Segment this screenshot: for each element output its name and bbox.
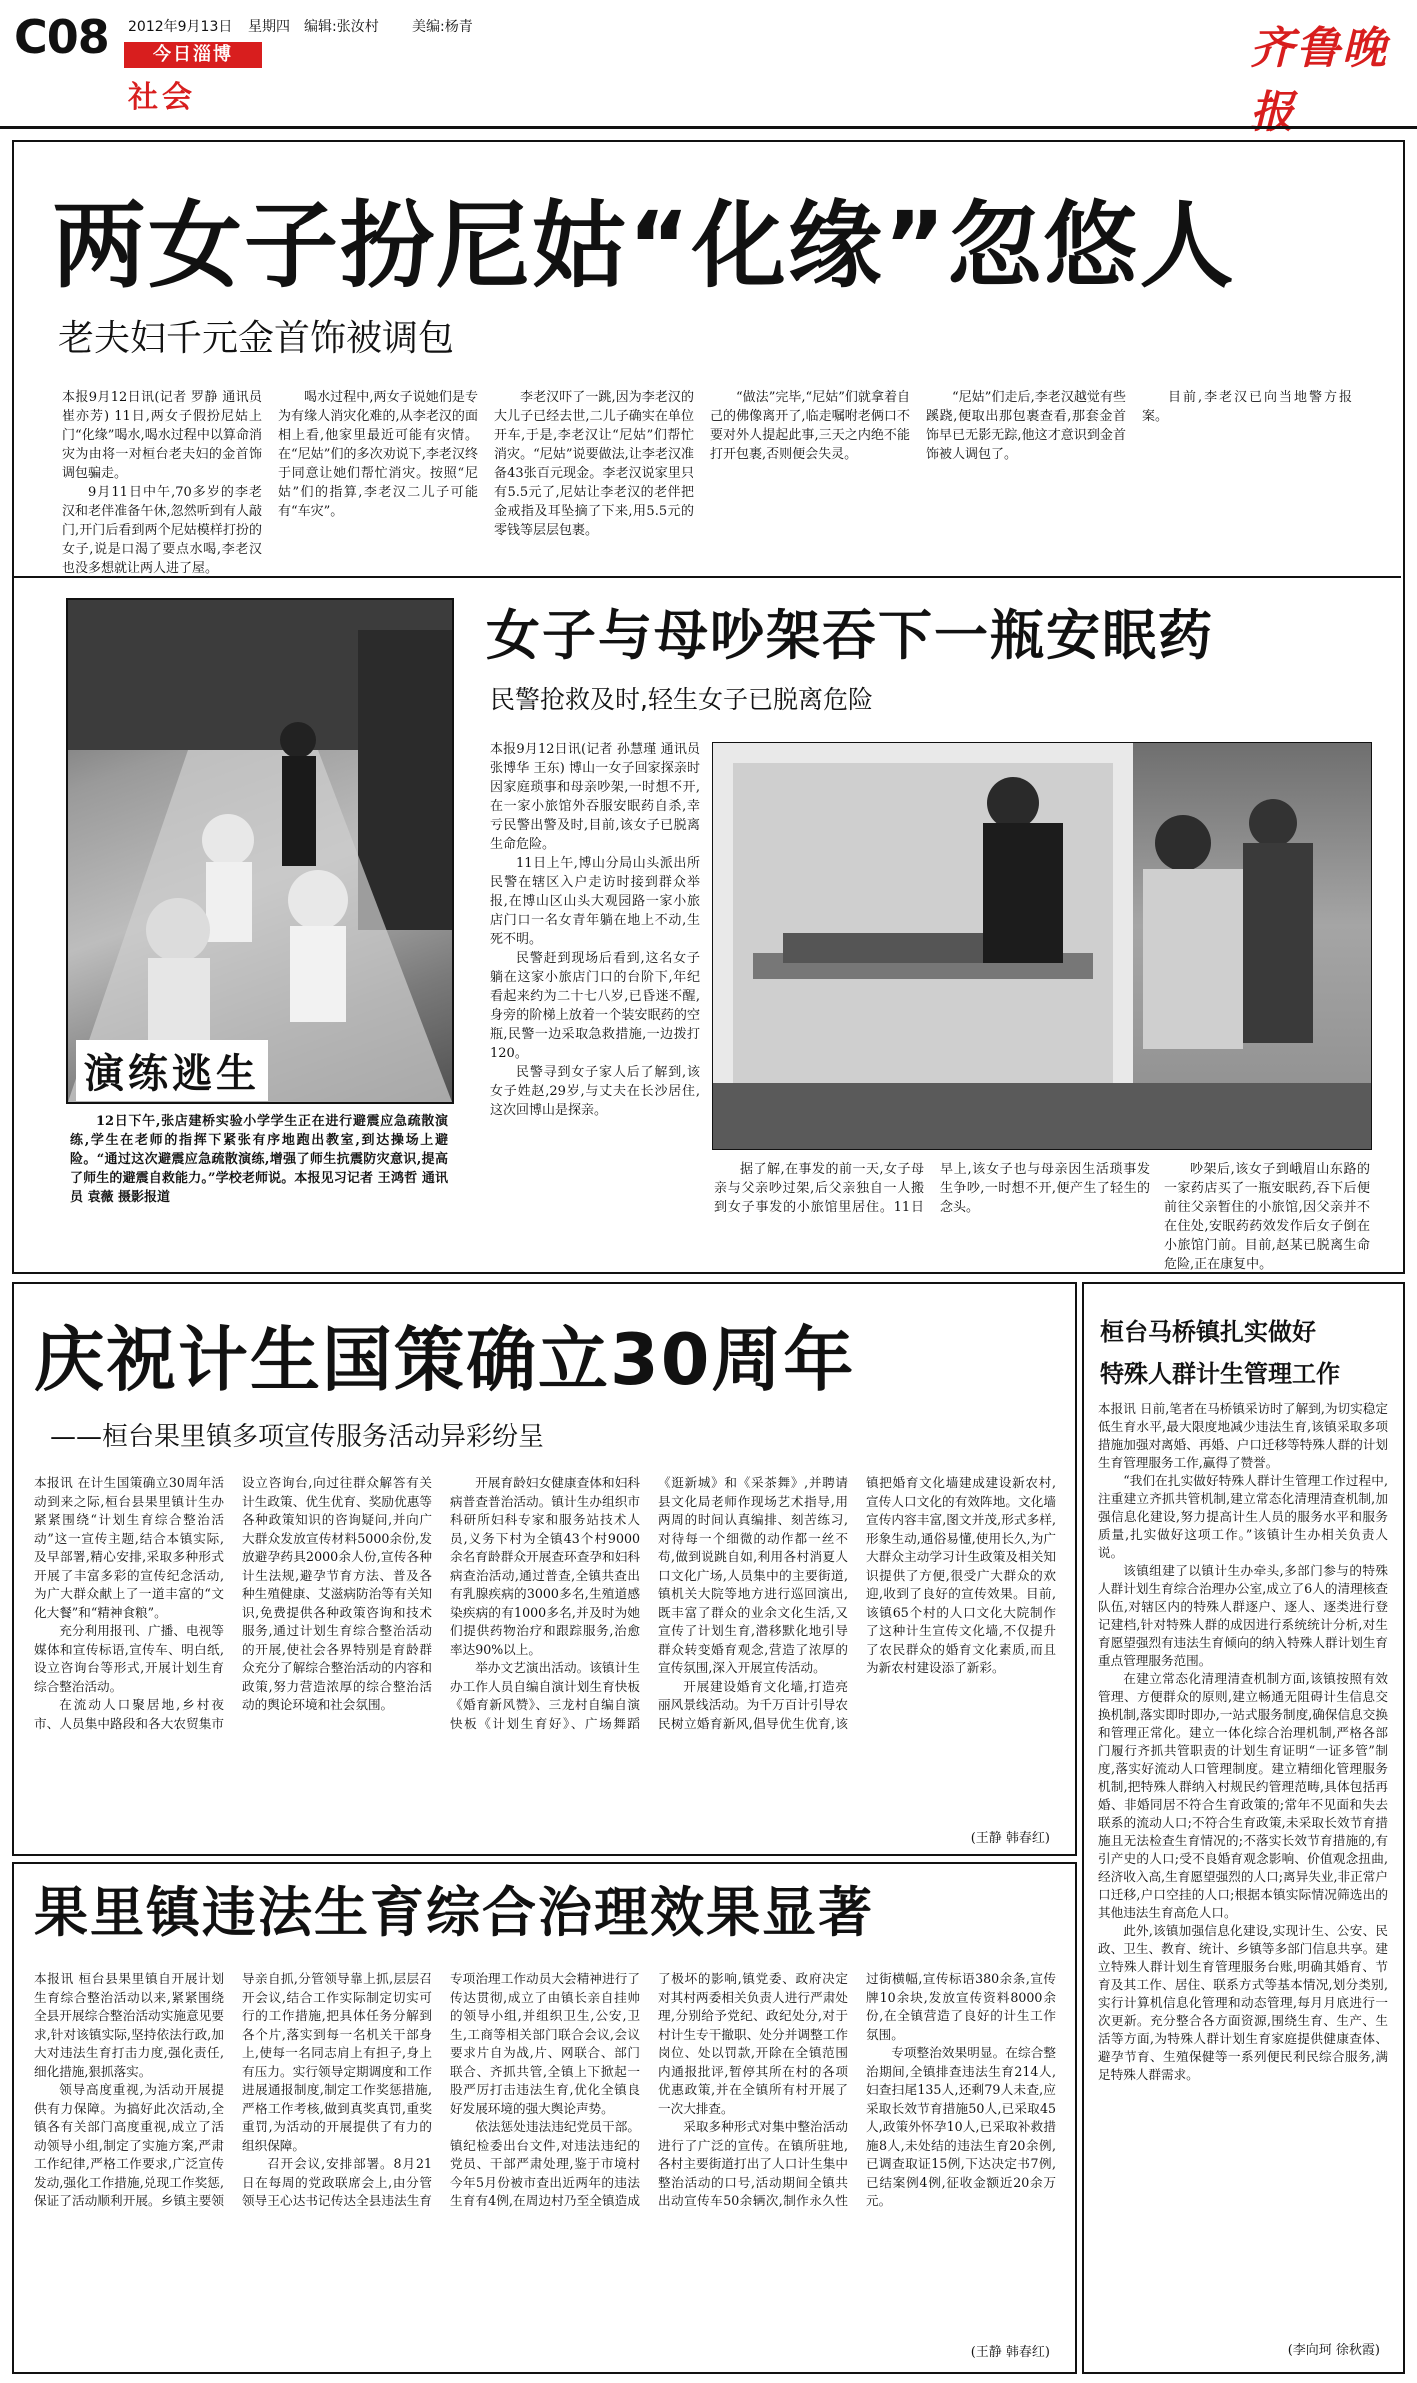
issue-weekday: 星期四 — [248, 19, 290, 35]
drill-photo-caption: 12日下午,张店建桥实验小学学生正在进行避震应急疏散演练,学生在老师的指挥下紧张有序地跑出教室,到达操场上避险。“通过这次避震应急疏散演练,增强了师生抗震防灾意识,提高了师生的避震自救能力。”学校老师说。本报见习记者 王鸿哲 通讯员 袁薇 摄影报道 — [70, 1114, 448, 1205]
article2-column-1 — [490, 740, 700, 1120]
article1-title: 两女子扮尼姑“化缘”忽悠人 — [52, 192, 1236, 301]
rescue-photo — [712, 742, 1372, 1150]
article1-para-1: 本报9月12日讯(记者 罗静 通讯员 崔亦芳) 11日,两女子假扮尼姑上门“化缘”喝水,喝水过程中以算命消灾为由将一对桓台老夫妇的金首饰调包骗走。 — [62, 390, 262, 481]
header-rule — [0, 126, 1417, 129]
article5-para-1: 本报讯 桓台县果里镇自开展计划生育综合整治活动以来,紧紧围绕全县开展综合整治活动实施意见要求,针对该镇实际,坚持依法行政,加大对违法生育打击力度,强化责任,细化措施,狠抓落实。 — [34, 1971, 224, 2079]
article2-para-5: 据了解,在事发的前一天,女子母亲与父亲吵过架,后父亲独自一人搬到女子事发的小旅馆里居住。11日早上,该女子也与母亲因生活琐事发生争吵,一时想不开,便产生了轻生的念头。 — [714, 1162, 1150, 1215]
section-name: 社会 — [128, 80, 196, 115]
article4-para-5: 此外,该镇加强信息化建设,实现计生、公安、民政、卫生、教育、统计、乡镇等多部门信息共享。建立特殊人群计划生育管理服务台账,明确其婚育、节育及其工作、居住、联系方式等基本情况,划分类别,实行计算机信息化管理和动态管理,每月月底进行一次更新。充分整合各方面资源,围绕生育、生产、生活等方面,为特殊人群计划生育家庭提供健康查体、避孕节育、生殖保健等一系列便民利民综合服务,满足特殊人群需求。 — [1098, 1923, 1388, 2082]
article1-column-4 — [710, 388, 910, 543]
article3-subtitle: ——桓台果里镇多项宣传服务活动异彩纷呈 — [50, 1422, 545, 1452]
article5-para-4: 依法惩处违法违纪党员干部。镇纪检委出台文件,对违法违纪的党员、干部严肃处理,鉴于市境村今年5月份被市查出近两年的违法生育有4例,在周边村乃至全镇造成了极坏的影响,镇党委、政府决定对其村两委相关负责人进行严肃处理,分别给予党纪、政纪处分,对于村计生专干撤职、处分并调整工作岗位、处以罚款,开除在全镇范围内通报批评,暂停其所在村的各项优惠政策,并在全镇所有村开展了一次大排查。 — [450, 1971, 848, 2208]
designer-credit: 美编:杨青 — [412, 19, 473, 35]
column-tag: 今日淄博 — [124, 42, 262, 68]
drill-photo-label: 演练逃生 — [76, 1040, 268, 1101]
article5-text-block — [34, 1970, 1056, 2338]
rescue-photo-scene — [713, 743, 1371, 1149]
issue-date: 2012年9月13日 — [128, 19, 233, 35]
article4-text-block — [1098, 1400, 1388, 2340]
drill-photo-scene — [68, 600, 452, 1102]
article2-title: 女子与母吵架吞下一瓶安眠药 — [486, 604, 1214, 667]
article1-para-6: “尼姑”们走后,李老汉越觉有些蹊跷,便取出那包裹查看,那套金首饰早已无影无踪,他这才意识到金首饰被人调包了。 — [926, 390, 1126, 462]
article1-divider — [14, 576, 1401, 578]
article3-para-1: 本报讯 在计生国策确立30周年活动到来之际,桓台县果里镇计生办紧紧围绕“计划生育综合整治活动”这一宣传主题,结合本镇实际,及早部署,精心安排,采取多种形式开展了丰富多彩的宣传纪念活动,为广大群众献上了一道丰富的“文化大餐”和“精神食粮”。 — [34, 1475, 224, 1620]
article1-column-2 — [278, 388, 478, 543]
article1-para-3: 喝水过程中,两女子说她们是专为有缘人消灾化难的,从李老汉的面相上看,他家里最近可能有灾情。在“尼姑”们的多次劝说下,李老汉终于同意让她们帮忙消灾。按照“尼姑”们的指算,李老汉二儿子可能有“车灾”。 — [278, 390, 478, 519]
article4-credit: (李向珂 徐秋霞) — [1287, 2343, 1380, 2358]
article2-subtitle: 民警抢救及时,轻生女子已脱离危险 — [490, 685, 873, 714]
article1-subtitle: 老夫妇千元金首饰被调包 — [58, 318, 455, 359]
article2-para-1: 本报9月12日讯(记者 孙慧瑾 通讯员 张博华 王东) 博山一女子回家探亲时因家庭琐事和母亲吵架,一时想不开,在一家小旅馆外吞服安眠药自杀,幸亏民警出警及时,目前,该女子已脱离生命危险。 — [490, 742, 700, 852]
article1-column-5 — [926, 388, 1126, 543]
page-number: C08 — [14, 10, 109, 64]
article4-title-line-2: 特殊人群计生管理工作 — [1100, 1360, 1340, 1388]
article1-para-7: 目前,李老汉已向当地警方报案。 — [1142, 390, 1352, 424]
article3-para-6: 开展建设婚育文化墙,打造亮丽风景线活动。为千万百计引导农民树立婚育新风,倡导优生优育,该镇把婚育文化墙建成建设新农村,宣传人口文化的有效阵地。文化墙宣传内容丰富,图文并茂,形式多样,形象生动,通俗易懂,使用长久,为广大群众主动学习计生政策及相关知识提供了方便,很受广大群众的欢迎,收到了良好的宣传效果。目前,该镇65个村的人口文化大院制作了这种计生宣传文化墙,不仅提升了农民群众的婚育文化素质,而且为新农村建设添了新彩。 — [658, 1475, 1056, 1731]
article1-column-3 — [494, 388, 694, 543]
article4-para-3: 该镇组建了以镇计生办牵头,多部门参与的特殊人群计划生育综合治理办公室,成立了6人的清理核查队伍,对辖区内的特殊人群逐户、逐人、逐类进行登记建档,针对特殊人群的成因进行系统统计分析,对生育愿望强烈有违法生育倾向的纳入特殊人群计划生育重点管理服务范围。 — [1098, 1563, 1388, 1668]
article3-para-4: 开展育龄妇女健康查体和妇科病普查普治活动。镇计生办组织市科研所妇科专家和服务站技术人员,义务下村为全镇43个村9000余名育龄群众开展查环查孕和妇科病查治活动,通过普查,全镇共查出有乳腺疾病的3000多名,生殖道感染疾病的有1000多名,并及时为她们提供药物治疗和跟踪服务,治愈率达90%以上。 — [450, 1475, 640, 1657]
article5-para-5: 采取多种形式对集中整治活动进行了广泛的宣传。在镇所驻地,各村主要街道打出了人口计生集中整治活动的口号,活动期间全镇共出动宣传车50余辆次,制作永久性过街横幅,宣传标语380余条,宣传牌10余块,发放宣传资料8000余份,在全镇营造了良好的计生工作氛围。 — [658, 1971, 1056, 2208]
article4-title-line-1: 桓台马桥镇扎实做好 — [1100, 1318, 1316, 1346]
article5-para-2: 领导高度重视,为活动开展提供有力保障。为搞好此次活动,全镇各有关部门高度重视,成立了活动领导小组,制定了实施方案,严肃工作纪律,严格工作要求,广泛宣传发动,强化工作措施,兑现工作奖惩,保证了活动顺利开展。乡镇主要领导亲自抓,分管领导靠上抓,层层召开会议,结合工作实际制定切实可行的工作措施,把具体任务分解到各个片,落实到每一名机关干部身上,使每一名同志肩上有担子,身上有压力。实行领导定期调度和工作进展通报制度,制定工作奖惩措施,严格工作考核,做到真奖真罚,重奖重罚,为活动的开展提供了有力的组织保障。 — [34, 1971, 432, 2208]
article5-title: 果里镇违法生育综合治理效果显著 — [34, 1881, 874, 1944]
article4-para-4: 在建立常态化清理清查机制方面,该镇按照有效管理、方便群众的原则,建立畅通无阻碍计生信息交换机制,落实即时即办,一站式服务制度,确保信息交换和管理正常化。建立一体化综合治理机制,严格各部门履行齐抓共管职责的计划生育证明“一证多管”制度,落实好流动人口管理制度。建立精细化管理服务机制,把特殊人群纳入村规民约管理范畴,具体包括再婚、非婚同居不符合生育政策的;常年不见面和失去联系的流动人口;不符合生育政策,未采取长效节育措施且无法检查生育情况的;不落实长效节育措施的,有引产史的人口;受不良婚育观念影响、价值观念扭曲,经济收入高,生育愿望强烈的人口;离异失业,非正常户口迁移,户口空挂的人口;根据本镇实际情况筛选出的其他违法生育高危人口。 — [1098, 1671, 1388, 1920]
article2-para-2: 11日上午,博山分局山头派出所民警在辖区入户走访时接到群众举报,在博山区山头大观园路一家小旅店门口一名女青年躺在地上不动,生死不明。 — [490, 856, 700, 947]
article1-column-1 — [62, 388, 262, 576]
article3-para-2: 充分利用报刊、广播、电视等媒体和宣传标语,宣传车、明白纸,设立咨询台等形式,开展计划生育综合整治活动。 — [34, 1623, 224, 1694]
article3-credit: (王静 韩春红) — [970, 1831, 1050, 1846]
article3-title: 庆祝计生国策确立30周年 — [34, 1319, 856, 1401]
article2-para-4: 民警寻到女子家人后了解到,该女子姓赵,29岁,与丈夫在长沙居住,这次回博山是探亲。 — [490, 1065, 700, 1118]
article5-credit: (王静 韩春红) — [970, 2345, 1050, 2360]
article1-column-6 — [1142, 388, 1352, 543]
article3-para-3: 在流动人口聚居地,乡村夜市、人员集中路段和各大农贸集市设立咨询台,向过往群众解答有关计生政策、优生优育、奖励优惠等各种政策知识的咨询疑问,并向广大群众发放宣传材料5000余份,发放避孕药具2000余人份,宣传各种计生法规,避孕节育方法、普及各种生殖健康、艾滋病防治等有关知识,免费提供各种政策咨询和技术服务,通过计划生育综合整治活动的开展,使社会各界特别是育龄群众充分了解综合整治活动的内容和政策,努力营造浓厚的综合整治活动的舆论环境和社会氛围。 — [34, 1475, 432, 1731]
article2-column-2 — [714, 1160, 1150, 1260]
article4-para-2: “我们在扎实做好特殊人群计生管理工作过程中,注重建立齐抓共管机制,建立常态化清理清查机制,加强信息化建设,努力提高计生人员的服务水平和服务质量,扎实做好这项工作。”该镇计生办相关负责人说。 — [1098, 1473, 1388, 1560]
masthead-logo: 齐鲁晚报 — [1250, 23, 1388, 138]
article3-text-block — [34, 1474, 1056, 1826]
editor-credit: 编辑:张汝村 — [304, 19, 379, 35]
article5-para-3: 召开会议,安排部署。8月21日在每周的党政联席会上,由分管领导王心达书记传达全县违法生育专项治理工作动员大会精神进行了传达贯彻,成立了由镇长亲自挂帅的领导小组,并组织卫生,公安,卫生,工商等相关部门联合会议,会议要求片自为战,片、网联合、部门联合、齐抓共管,全镇上下掀起一股严厉打击违法生育,优化全镇良好发展环境的强大舆论声势。 — [242, 1971, 640, 2208]
article2-column-3 — [1164, 1160, 1370, 1272]
article1-para-4: 李老汉吓了一跳,因为李老汉的大儿子已经去世,二儿子确实在单位开车,于是,李老汉让“尼姑”们帮忙消灾。“尼姑”说要做法,让李老汉准备43张百元现金。李老汉说家里只有5.5元了,尼姑让李老汉的老伴把金戒指及耳坠摘了下来,用5.5元的零钱等层层包裹。 — [494, 390, 694, 538]
article1-para-5: “做法”完毕,“尼姑”们就拿着自己的佛像离开了,临走嘱咐老俩口不要对外人提起此事,三天之内绝不能打开包裹,否则便会失灵。 — [710, 390, 910, 462]
article4-para-1: 本报讯 日前,笔者在马桥镇采访时了解到,为切实稳定低生育水平,最大限度地减少违法生育,该镇采取多项措施加强对离婚、再婚、户口迁移等特殊人群的计划生育管理服务工作,赢得了赞誉。 — [1098, 1401, 1388, 1470]
article5-para-6: 专项整治效果明显。在综合整治期间,全镇排查违法生育214人,妇查扫尾135人,还剩79人未查,应采取长效节育措施50人,已采取45人,政策外怀孕10人,已采取补救措施8人,未处结的违法生育20余例,已调查取证15例,下达决定书7例,已结案例4例,征收金额近20余万元。 — [866, 2045, 1056, 2208]
drill-photo — [66, 598, 454, 1104]
article2-para-6: 吵架后,该女子到峨眉山东路的一家药店买了一瓶安眠药,吞下后便前往父亲暂住的小旅馆,因父亲并不在住处,安眠药药效发作后女子倒在小旅馆门前。目前,赵某已脱离生命危险,正在康复中。 — [1164, 1162, 1370, 1272]
article1-para-2: 9月11日中午,70多岁的李老汉和老伴准备午休,忽然听到有人敲门,开门后看到两个尼姑模样打扮的女子,说是口渴了要点水喝,李老汉也没多想就让两人进了屋。 — [62, 485, 262, 576]
article2-para-3: 民警赶到现场后看到,这名女子躺在这家小旅店门口的台阶下,年纪看起来约为二十七八岁,已昏迷不醒,身旁的阶梯上放着一个装安眠药的空瓶,民警一边采取急救措施,一边拨打120。 — [490, 951, 700, 1061]
article3-para-5: 举办文艺演出活动。该镇计生办工作人员自编自演计划生育快板《婚育新风赞》、三龙村自编自演快板《计划生育好》、广场舞蹈《逛新城》和《采茶舞》,并聘请县文化局老师作现场艺术指导,用两周的时间认真编排、刻苦练习,对待每一个细微的动作都一丝不苟,做到说跳自如,利用各村消夏人口文化广场,人员集中的主要街道,镇机关大院等地方进行巡回演出,既丰富了群众的业余文化生活,又宣传了计划生育,潜移默化地引导群众转变婚育观念,营造了浓厚的宣传氛围,深入开展宣传活动。 — [450, 1475, 848, 1731]
